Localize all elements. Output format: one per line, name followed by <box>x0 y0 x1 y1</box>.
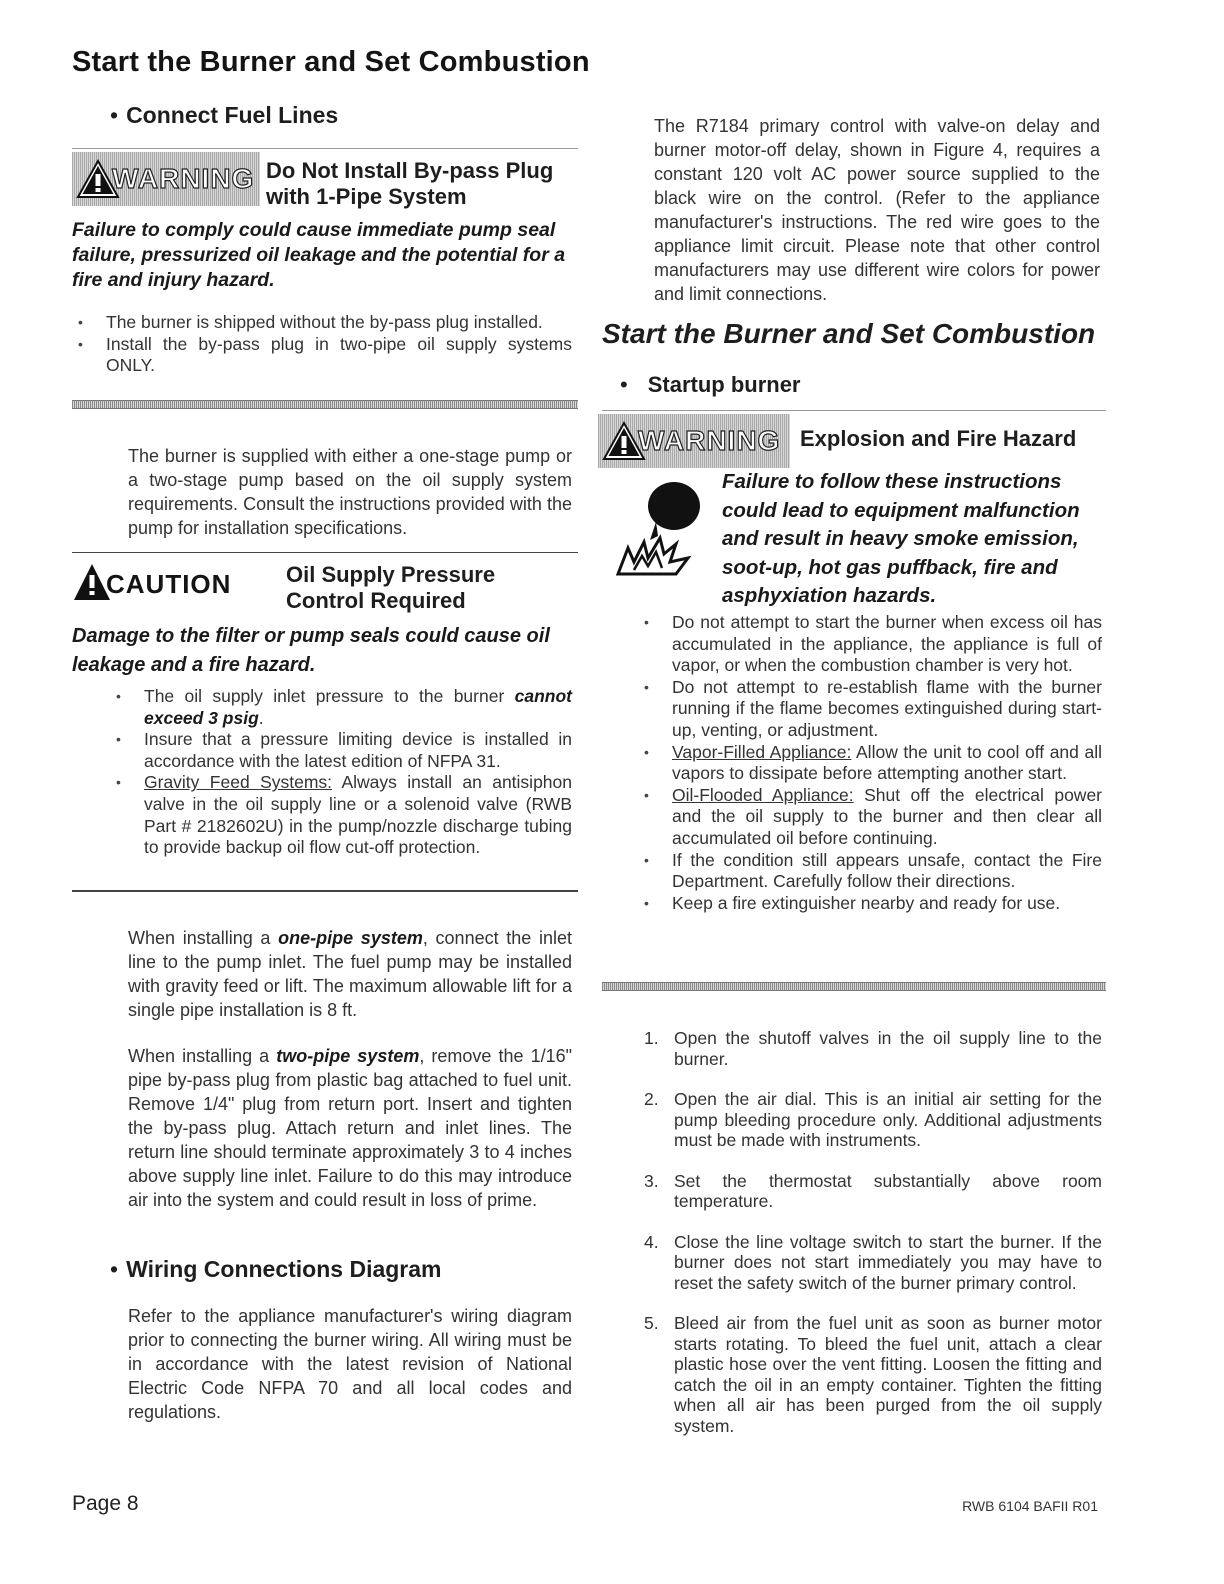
caution-top-rule <box>72 552 578 553</box>
list-item: • Keep a fire extinguisher nearby and ready for use. <box>638 893 1102 915</box>
page-number: Page 8 <box>72 1492 139 1515</box>
warning1-bottom-rule <box>72 400 578 409</box>
list-item: • Oil-Flooded Appliance: Shut off the electrical power and the oil supply to the burner and then clear all accumulated oil before continuing. <box>638 785 1102 850</box>
list-item: • Do not attempt to re-establish flame with the burner running if the flame becomes extinguished during start-up, venting, or adjustment. <box>638 677 1102 742</box>
wiring-paragraph: Refer to the appliance manufacturer's wiring diagram prior to connecting the burner wiring. All wiring must be in accordance with the latest revision of National Electric Code NFPA 70 and all local codes and regulations. <box>128 1306 572 1422</box>
warning1-heading: Do Not Install By-pass Plug with 1-Pipe System <box>266 158 554 209</box>
document-code: RWB 6104 BAFII R01 <box>962 1498 1098 1514</box>
list-item: 5. Bleed air from the fuel unit as soon as burner motor starts rotating. To bleed the fuel unit, attach a clear plastic hose over the vent fitting. Loosen the fitting and catch the oil in an empty container. Tighten the fitting when all air has been purged from the oil supply system. <box>644 1313 1102 1436</box>
list-item: 1. Open the shutoff valves in the oil supply line to the burner. <box>644 1028 1102 1069</box>
pump-paragraph: The burner is supplied with either a one-stage pump or a two-stage pump based on the oil supply system requirements. Consult the instructions provided with the pump for installation specifications. <box>128 446 572 538</box>
two-pipe-paragraph: When installing a two-pipe system, remove the 1/16" pipe by-pass plug from plastic bag attached to fuel unit. Remove 1/4" plug from return port. Insert and tighten the by-pass plug. Attach return and inlet lines. The return line should terminate approximately 3 to 4 inches above supply line inlet. Failure to do this may introduce air into the system and could result in loss of prime. <box>128 1046 572 1210</box>
one-pipe-paragraph: When installing a one-pipe system, connect the inlet line to the pump inlet. The fuel pump may be installed with gravity feed or lift. The maximum allowable lift for a single pipe installation is 8 ft. <box>128 928 572 1020</box>
list-item: 2. Open the air dial. This is an initial air setting for the pump bleeding procedure only. Additional adjustments must be made with instruments. <box>644 1089 1102 1150</box>
page-title: Start the Burner and Set Combustion <box>72 46 590 78</box>
list-item: • Gravity Feed Systems: Always install an antisiphon valve in the oil supply line or a solenoid valve (RWB Part # 2182602U) in the pump/nozzle discharge tubing to provide backup oil flow cut-off protection. <box>110 772 572 858</box>
warning2-heading: Explosion and Fire Hazard <box>800 426 1077 451</box>
warning2-bottom-rule <box>602 982 1106 991</box>
caution-bullets <box>110 686 572 859</box>
list-item: • The oil supply inlet pressure to the burner cannot exceed 3 psig. <box>110 686 572 729</box>
wiring-connections-heading: • Wiring Connections Diagram <box>110 1256 442 1282</box>
caution-bottom-rule <box>72 890 578 892</box>
warning1-hazard-text: Failure to comply could cause immediate pump seal failure, pressurized oil leakage and the potential for a fire and injury hazard. <box>72 219 566 291</box>
r7184-paragraph: The R7184 primary control with valve-on delay and burner motor-off delay, shown in Figure 4, requires a constant 120 volt AC power source supplied to the black wire on the control. (Refer to the appliance manufacturer's instructions. The red wire goes to the appliance limit circuit. Please note that other control manufacturers may use different wire colors for power and limit connections. <box>654 116 1100 304</box>
warning2-bullets <box>638 612 1102 914</box>
warning1-bullets <box>72 312 572 377</box>
caution-badge: CAUTION <box>72 562 231 602</box>
startup-steps <box>644 1028 1102 1456</box>
warning-badge: WARNING <box>598 414 790 468</box>
warning-badge: WARNING <box>72 152 260 206</box>
list-item: • Install the by-pass plug in two-pipe oil supply systems ONLY. <box>72 334 572 377</box>
list-item: • Vapor-Filled Appliance: Allow the unit to cool off and all vapors to dissipate before attempting another start. <box>638 742 1102 785</box>
list-item: • Do not attempt to start the burner when excess oil has accumulated in the appliance, the appliance is full of vapor, or when the combustion chamber is very hot. <box>638 612 1102 677</box>
list-item: 4. Close the line voltage switch to start the burner. If the burner does not start immediately you may have to reset the safety switch of the burner primary control. <box>644 1231 1102 1293</box>
section-title: Start the Burner and Set Combustion <box>602 318 1096 349</box>
list-item: • If the condition still appears unsafe, contact the Fire Department. Carefully follow their directions. <box>638 850 1102 893</box>
list-item: • Insure that a pressure limiting device is installed in accordance with the latest edition of NFPA 31. <box>110 729 572 772</box>
list-item: 3. Set the thermostat substantially above room temperature. <box>644 1170 1102 1211</box>
explosion-icon <box>604 478 714 588</box>
startup-burner-heading: • Startup burner <box>620 372 801 397</box>
connect-fuel-lines-heading: • Connect Fuel Lines <box>110 102 339 128</box>
list-item: • The burner is shipped without the by-pass plug installed. <box>72 312 572 334</box>
caution-heading: Oil Supply Pressure Control Required <box>286 562 496 613</box>
warning2-hazard-text: Failure to follow these instructions could lead to equipment malfunction and result in heavy smoke emission, soot-up, hot gas puffback, fire and asphyxiation hazards. <box>722 470 1080 607</box>
caution-hazard-text: Damage to the filter or pump seals could cause oil leakage and a fire hazard. <box>72 625 550 676</box>
